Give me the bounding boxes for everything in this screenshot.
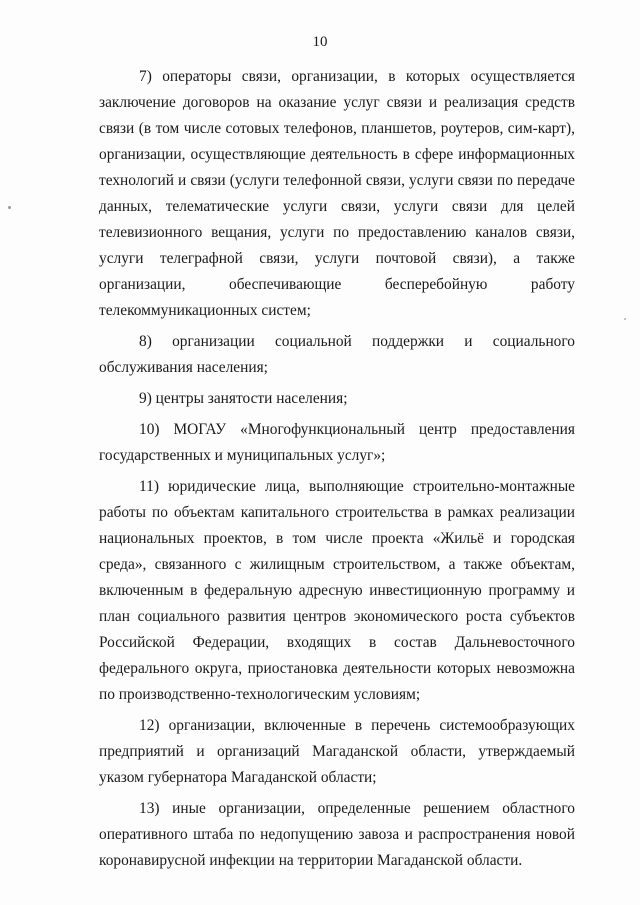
list-item-8: 8) организации социальной поддержки и социального обслуживания населения;: [99, 333, 575, 376]
page-number: 10: [312, 34, 328, 50]
scan-speck-right: [624, 318, 626, 320]
list-item-9: 9) центры занятости населения;: [139, 390, 348, 407]
list-item-10: 10) МОГАУ «Многофункциональный центр предоставления государственных и муниципальных услуг»;: [99, 421, 575, 464]
list-item-12: 12) организации, включенные в перечень системообразующих предприятий и организаций Магаданской области, утверждаемый указом губернатора Магаданской области;: [99, 717, 575, 786]
list-item-7: 7) операторы связи, организации, в которых осуществляется заключение договоров на оказание услуг связи и реализация средств связи (в том числе сотовых телефонов, планшетов, роутеров, сим-карт), организации, осуществляющие деятельность в сфере информационных технологий и связи (услуги телефонной связи, услуги связи по передаче данных, телематические услуги связи, услуги связи для целей телевизионного вещания, услуги по предоставлению каналов связи, услуги телеграфной связи, услуги почтовой связи), а также организации, обеспечивающие бесперебойную работу телекоммуникационных систем;: [99, 68, 575, 319]
list-item-11: 11) юридические лица, выполняющие строительно-монтажные работы по объектам капитального строительства в рамках реализации национальных проектов, в том числе проекта «Жильё и городская среда», связанного с жилищным строительством, а также объектам, включенным в федеральную адресную инвестиционную программу и план социального развития центров экономического роста субъектов Российской Федерации, входящих в состав Дальневосточного федерального округа, приостановка деятельности которых невозможна по производственно-технологическим условиям;: [99, 478, 575, 703]
scan-speck-left: [8, 206, 11, 209]
document-body: [99, 64, 575, 874]
list-item-13: 13) иные организации, определенные решением областного оперативного штаба по недопущению завоза и распространения новой коронавирусной инфекции на территории Магаданской области.: [99, 800, 575, 869]
